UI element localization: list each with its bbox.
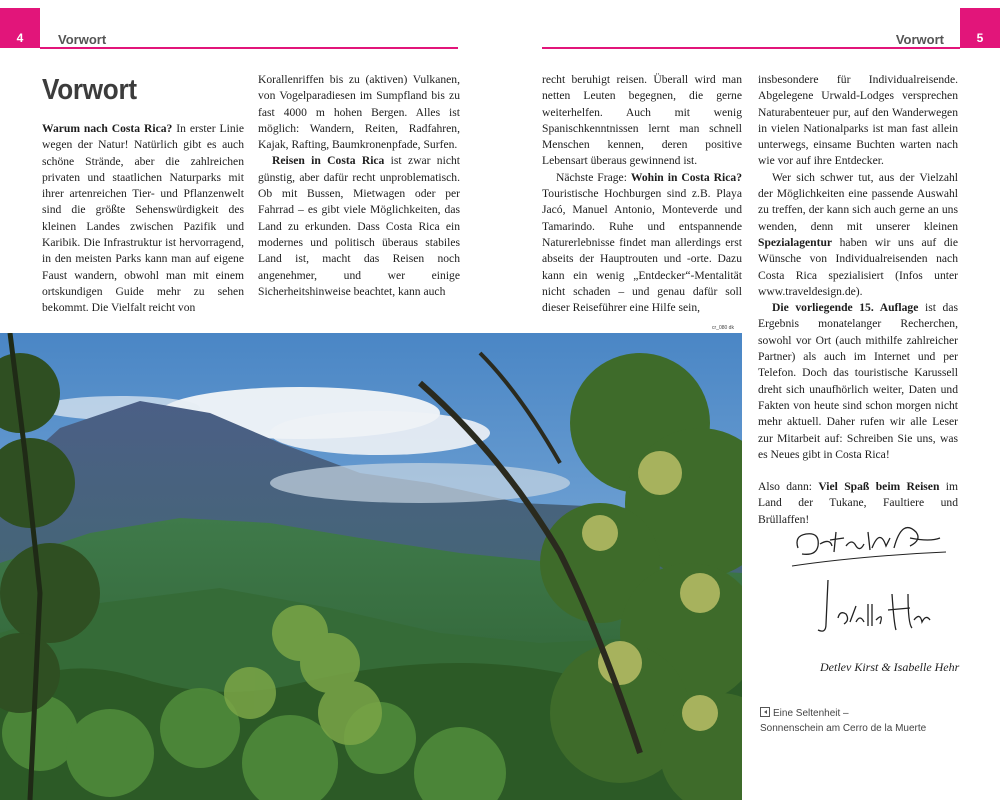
header-rule-left [40,47,458,49]
page-number-right-text: 5 [976,31,984,45]
paragraph-edition [758,300,958,463]
lead-farewell: Also dann: [758,480,819,494]
left-arrow-icon [760,707,770,717]
text-why-costa-rica: In erster Linie wegen der Natur! Natürlich gibt es auch schöne Strände, aber die zahlreichen privaten und staatlichen Naturparks mit ihrer artenreichen Tier- und Pflanzenwelt sind die größte Sehenswürdigkeit des kleinen Landes zwischen Pazifik und Karibik. Die Infrastruktur ist hervorragend, in den meisten Parks kann man auf eigene Faust wandern, obwohl man mit einem ortskundigen Guide mehr zu sehen bekommt. Die Vielfalt reicht von [42,122,244,315]
text-edition: ist das Ergebnis monatelanger Recherchen, sowohl vor Ort (auch mithilfe zahlreicher Partner) als auch im Internet und per Telefon. Doch das touristische Karussell dreht sich unaufhörlich weiter, Daten und Fakten von heute sind schon morgen nicht mehr aktuell. Daher rufen wir alle Leser zur Mitarbeit auf: Schreiben Sie uns, was es Neues gibt in Costa Rica! [758,301,958,461]
signature-detlev [790,508,950,572]
landscape-photo [0,333,742,800]
paragraph-why-costa-rica [42,121,244,317]
text-travel: ist zwar nicht günstig, aber dafür recht unproblematisch. Ob mit Bussen, Mietwagen oder per Fahrrad – es gibt viele Möglichkeiten, das Land zu erkunden. Dass Costa Rica ein modernes und politisch überaus stabiles Land ist, macht das Reisen noch angenehmer, und wer einige Sicherheitshinweise beachtet, kann auch [258,154,460,298]
chapter-title: Vorwort [42,74,137,106]
caption-line-2: Sonnenschein am Cerro de la Muerte [760,723,927,734]
lead-why-costa-rica: Warum nach Costa Rica? [42,122,173,135]
header-rule-right [542,47,960,49]
paragraph-travel [258,153,460,300]
running-head-left: Vorwort [58,32,107,47]
bold-farewell: Viel Spaß beim Reisen [818,480,940,494]
text-agency-a: Wer sich schwer tut, aus der Vielzahl der Möglichkeiten eine passende Auswahl zu treffen, der kann sich auch gerne an uns wenden, denn mit unserer kleinen [758,170,958,233]
running-head-right: Vorwort [895,32,944,47]
lead-where: Wohin in Costa Rica? [630,170,742,184]
photo-caption [760,706,960,736]
paragraph-agency [758,170,958,300]
text-column-4 [758,72,958,528]
photo-code: cr_080 dk [712,325,734,331]
text-farewell: im Land der Tukane, Faultiere und Brüllaffen! [758,480,958,526]
lead-agency: Spezialagentur [758,235,833,249]
text-column-3 [542,72,742,316]
page-number-left-text: 4 [16,31,24,45]
lead-travel: Reisen in Costa Rica [272,154,385,168]
paragraph-continuation-3: insbesondere für Individualreisende. Abgelegene Urwald-Lodges versprechen Naturabenteuer pur, auf den Wanderwegen in vielen Nationalparks ist man fast allein unterwegs, einsame Buchten warten nach wie vor auf ihre Entdecker. [758,73,958,168]
page-number-left [0,8,40,48]
paragraph-gap [758,463,958,479]
paragraph-where [542,170,742,317]
page-number-right [960,8,1000,48]
author-names: Detlev Kirst & Isabelle Hehr [820,660,960,674]
signature-isabelle [810,574,940,644]
text-agency-b: haben wir uns auf die Wünsche von Individualreisenden nach Costa Rica spezialisiert (Infos unter www.traveldesign.de). [758,235,958,298]
cloud-forest-image [0,333,742,800]
lead-next-question: Nächste Frage: [556,170,631,184]
text-column-2 [258,72,460,300]
paragraph-continuation-2: recht beruhigt reisen. Überall wird man netten Leuten begegnen, die gerne weiterhelfen. Auch mit wenig Spanischkenntnissen lernt man schnell Menschen kennen, deren positive Lebensart überaus gewinnend ist. [542,73,742,168]
paragraph-continuation: Korallenriffen bis zu (aktiven) Vulkanen, von Vogelparadiesen im Sumpfland bis zu fast 4000 m hohen Bergen. Alles ist möglich: Wandern, Reiten, Radfahren, Kajak, Rafting, Baumkronenpfade, Surfen. [258,73,460,152]
caption-line-1-text: Eine Seltenheit – [773,708,849,719]
caption-line-1 [760,706,960,721]
lead-edition: Die vorliegende 15. Auflage [772,301,919,315]
text-column-1 [42,121,244,317]
text-where: Touristische Hochburgen sind z.B. Playa Jacó, Manuel Antonio, Monteverde und Tamarindo. Ruhe und entspannende Naturerlebnisse findet man allerdings erst abseits der Hauptrouten und -orte. Dazu kann ein wenig „Entdecker“-Mentalität nicht schaden – und genau dafür soll dieser Reiseführer eine Hilfe sein, [542,187,742,315]
